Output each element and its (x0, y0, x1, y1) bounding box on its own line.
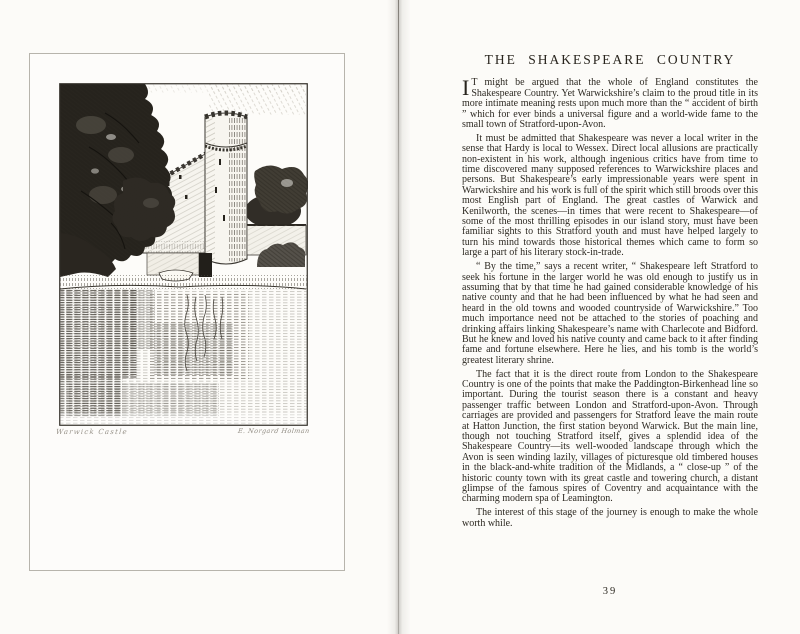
artist-signature: E. Norgard Holman (237, 427, 311, 435)
paragraph-opening (462, 75, 758, 131)
book-gutter (387, 0, 411, 634)
paragraph: “ By the time,” says a recent writer, “ Shakespeare left Stratford to seek his fortune in the larger world he was old enough to justify us in assuming that by that time he had gained considerable knowledge of his native county and that he had been influenced by what he had seen and heard in the old towns and wooded countryside of Warwickshire.” Too much importance need not be attached to the stories of poaching and drinking affairs linking Shakespeare’s name with Charlecote and Bidford. But he knew and loved his native county and came back to it after finding fame and fortune elsewhere. Here he lies, and his tomb is the world’s greatest literary shrine. (462, 261, 758, 366)
chapter-title: THE SHAKESPEARE COUNTRY (484, 52, 736, 67)
warwick-castle-illustration (59, 83, 308, 426)
left-page (0, 0, 398, 634)
dark-doorway (199, 253, 212, 277)
plate-frame (29, 53, 345, 571)
paragraph-opening-text: T might be argued that the whole of England constitutes the Shakespeare Country. Yet Warwickshire’s claim to the proud title in its more intimate meaning rests upon much more than the “ accident of birth ” which for ever binds a universal figure and a world-wide fame to the small town of Stratford-upon-Avon. (462, 77, 758, 131)
water-reflection (61, 289, 307, 424)
right-page (410, 0, 800, 634)
plate-caption: Warwick Castle (55, 428, 129, 436)
round-tower (205, 113, 247, 264)
page-number: 39 (602, 586, 618, 597)
paragraph: The interest of this stage of the journey is enough to make the whole worth while. (462, 507, 758, 529)
paragraph: It must be admitted that Shakespeare was never a local writer in the sense that Hardy is local to Wessex. Direct local allusions are practically non-existent in his work, although ingenious critics have from time to time discovered many supposed references to Warwickshire places and persons. But Shakespeare’s early impressionable years were spent in Warwickshire and his work is full of the spirit which still broods over this most English part of England. The great castles of Warwick and Kenilworth, the scenes—in times that were recent to Shakespeare—of some of the most thrilling episodes in our island story, must have been familiar sights to this Stratford youth and must have helped largely to turn his mind towards those historical themes which came to form so large a part of his literary stock-in-trade. (462, 132, 758, 259)
paragraph: The fact that it is the direct route from London to the Shakespeare Country is one of the points that make the Paddington-Birkenhead line so important. During the tourist season there is a constant and heavy passenger traffic between London and Stratford-upon-Avon. Through carriages are provided and passengers for Stratford leave the main route at Hatton Junction, the first station beyond Warwick. But the main line, though not touching Stratford itself, gives a splendid idea of the Shakespeare Country—its well-wooded landscape through which the Avon is seen winding lazily, villages of picturesque old timbered houses in the black-and-white tradition of the Midlands, a “ close-up ” of the historic county town with its great castle and towering church, a distant glimpse of the famous spires of Coventry and acquaintance with the charming modern spa of Leamington. (462, 368, 758, 505)
drop-cap: I (462, 75, 470, 101)
text-column (462, 52, 758, 532)
